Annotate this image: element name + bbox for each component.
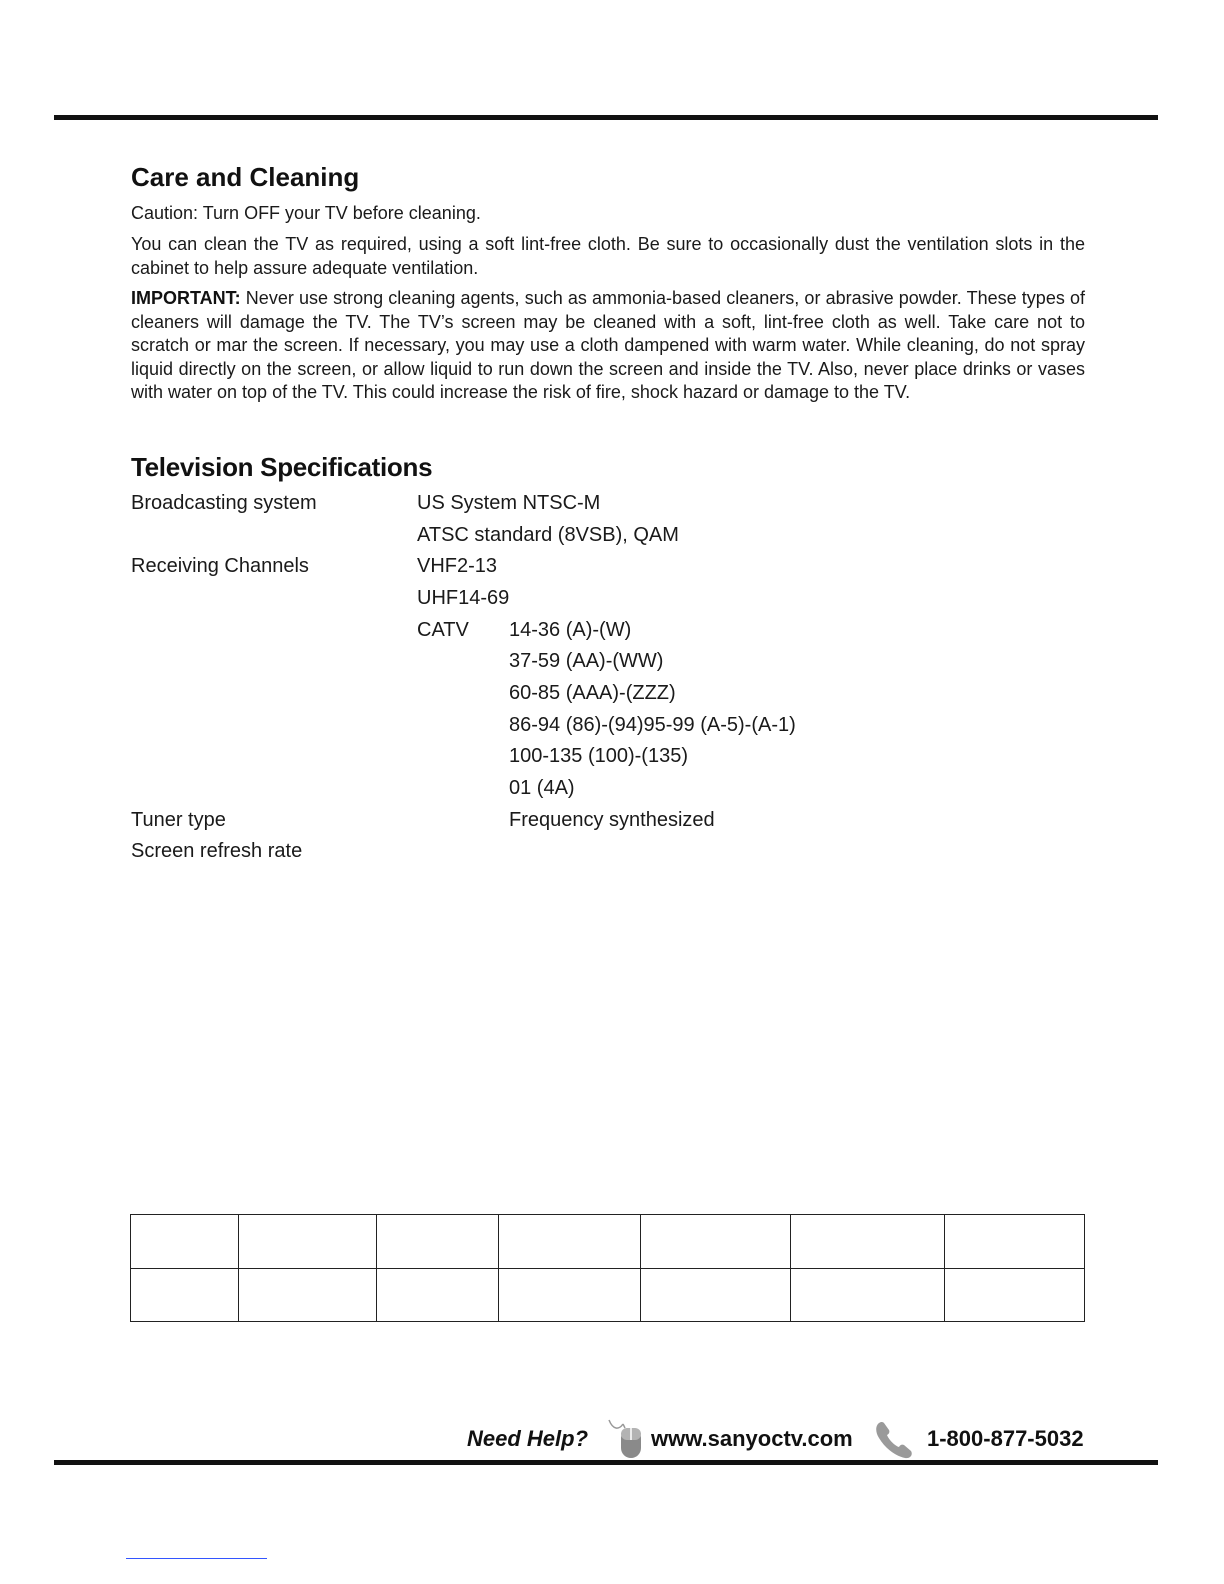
cleaning-paragraph: You can clean the TV as required, using a soft lint-free cloth. Be sure to occasionally dust the ventilation slots in the cabinet to help assure adequate ventilation. xyxy=(131,234,1085,278)
table-cell xyxy=(239,1215,377,1269)
table-cell xyxy=(641,1268,791,1322)
catv-label: CATV xyxy=(417,619,469,641)
catv-value: 37-59 (AA)-(WW) xyxy=(509,650,664,672)
important-paragraph xyxy=(131,287,1085,405)
table-cell xyxy=(131,1268,239,1322)
table-cell xyxy=(791,1215,945,1269)
broadcasting-system-label: Broadcasting system xyxy=(131,492,317,514)
table-cell xyxy=(641,1215,791,1269)
catv-value: 60-85 (AAA)-(ZZZ) xyxy=(509,682,676,704)
top-rule xyxy=(54,115,1158,120)
help-footer xyxy=(0,1424,1224,1458)
table-cell xyxy=(499,1268,641,1322)
table-cell xyxy=(499,1215,641,1269)
catv-value: 14-36 (A)-(W) xyxy=(509,619,632,641)
caution-text: Caution: Turn OFF your TV before cleaning. xyxy=(131,203,481,223)
table-cell xyxy=(945,1268,1085,1322)
website-link[interactable]: www.sanyoctv.com xyxy=(651,1426,853,1451)
receiving-channels-label: Receiving Channels xyxy=(131,555,309,577)
broadcasting-value: US System NTSC-M xyxy=(417,492,601,514)
phone-number: 1-800-877-5032 xyxy=(927,1426,1084,1451)
important-text: Never use strong cleaning agents, such as ammonia-based cleaners, or abrasive powder. These types of cleaners will damage the TV. The TV’s screen may be cleaned with a soft, lint-free cloth as well. Take care not to scratch or mar the screen. If necessary, you may use a cloth dampened with warm water. While cleaning, do not spray liquid directly on the screen, or allow liquid to run down the screen and inside the TV. Also, never place drinks or vases with water on top of the TV. This could increase the risk of fire, shock hazard or damage to the TV. xyxy=(131,288,1085,403)
care-cleaning-heading: Care and Cleaning xyxy=(131,162,360,192)
tuner-type-label: Tuner type xyxy=(131,809,226,831)
table-row xyxy=(131,1215,1085,1269)
catv-value: 01 (4A) xyxy=(509,777,575,799)
screen-refresh-rate-label: Screen refresh rate xyxy=(131,840,303,862)
receiving-value: VHF2-13 xyxy=(417,555,498,577)
table-cell xyxy=(791,1268,945,1322)
bottom-rule xyxy=(54,1460,1158,1465)
table-cell xyxy=(377,1268,499,1322)
catv-value: 100-135 (100)-(135) xyxy=(509,745,688,767)
receiving-value: UHF14-69 xyxy=(417,587,510,609)
broadcasting-value: ATSC standard (8VSB), QAM xyxy=(417,524,679,546)
spec-table xyxy=(130,1214,1085,1322)
tuner-type-value: Frequency synthesized xyxy=(509,809,715,831)
table-cell xyxy=(239,1268,377,1322)
table-cell xyxy=(131,1215,239,1269)
phone-icon xyxy=(873,1420,915,1460)
need-help-text: Need Help? xyxy=(467,1426,589,1451)
table-row xyxy=(131,1268,1085,1322)
tv-specifications-heading: Television Specifications xyxy=(131,452,433,482)
page-link-underline xyxy=(126,1558,267,1559)
table-cell xyxy=(377,1215,499,1269)
important-label: IMPORTANT: xyxy=(131,288,241,308)
mouse-icon xyxy=(605,1416,645,1460)
catv-value: 86-94 (86)-(94)95-99 (A-5)-(A-1) xyxy=(509,714,796,736)
table-cell xyxy=(945,1215,1085,1269)
